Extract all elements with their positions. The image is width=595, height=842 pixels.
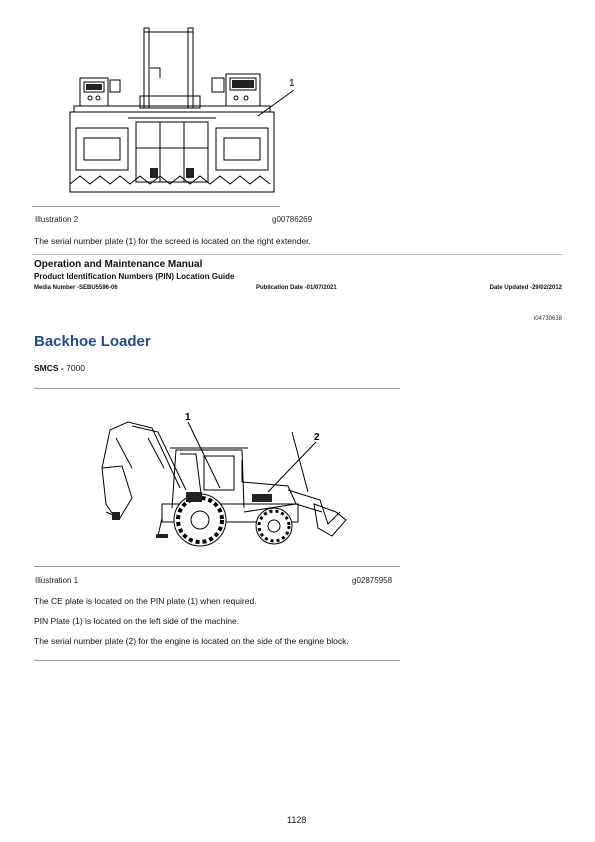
paragraph-pin-plate: PIN Plate (1) is located on the left side of the machine. — [34, 616, 240, 626]
engine-plate-callout: 2 — [314, 432, 320, 443]
paragraph-engine-plate: The serial number plate (2) for the engine is located on the side of the engine block. — [34, 636, 349, 646]
caption-code: g00786269 — [272, 215, 313, 224]
document-id: i04730638 — [533, 316, 562, 322]
publication-date: Publication Date -01/07/2021 — [256, 285, 337, 291]
pin-plate-callout: 1 — [185, 412, 191, 423]
smcs-value: 7000 — [66, 363, 86, 373]
divider — [32, 254, 563, 255]
backhoe-loader-illustration — [92, 408, 350, 550]
screed-callout-1: 1 — [289, 78, 295, 89]
screed-description: The serial number plate (1) for the screed is located on the right extender. — [34, 236, 311, 246]
divider — [34, 660, 400, 661]
divider — [32, 206, 280, 207]
caption-label: Illustration 2 — [35, 215, 79, 224]
divider — [34, 566, 400, 567]
caption-code: g02875958 — [352, 576, 393, 585]
section-heading: Backhoe Loader — [34, 333, 151, 350]
guide-title: Product Identification Numbers (PIN) Location Guide — [34, 272, 235, 281]
paragraph-ce-plate: The CE plate is located on the PIN plate (1) when required. — [34, 596, 257, 606]
caption-label: Illustration 1 — [35, 576, 79, 585]
screed-illustration — [60, 18, 310, 200]
page-number: 1128 — [287, 815, 307, 825]
date-updated: Date Updated -29/02/2012 — [489, 285, 562, 291]
divider — [34, 388, 400, 389]
smcs-label: SMCS - — [34, 363, 64, 373]
manual-title: Operation and Maintenance Manual — [34, 259, 203, 270]
media-number: Media Number -SEBU5596-06 — [34, 285, 118, 291]
smcs-code — [34, 363, 85, 373]
